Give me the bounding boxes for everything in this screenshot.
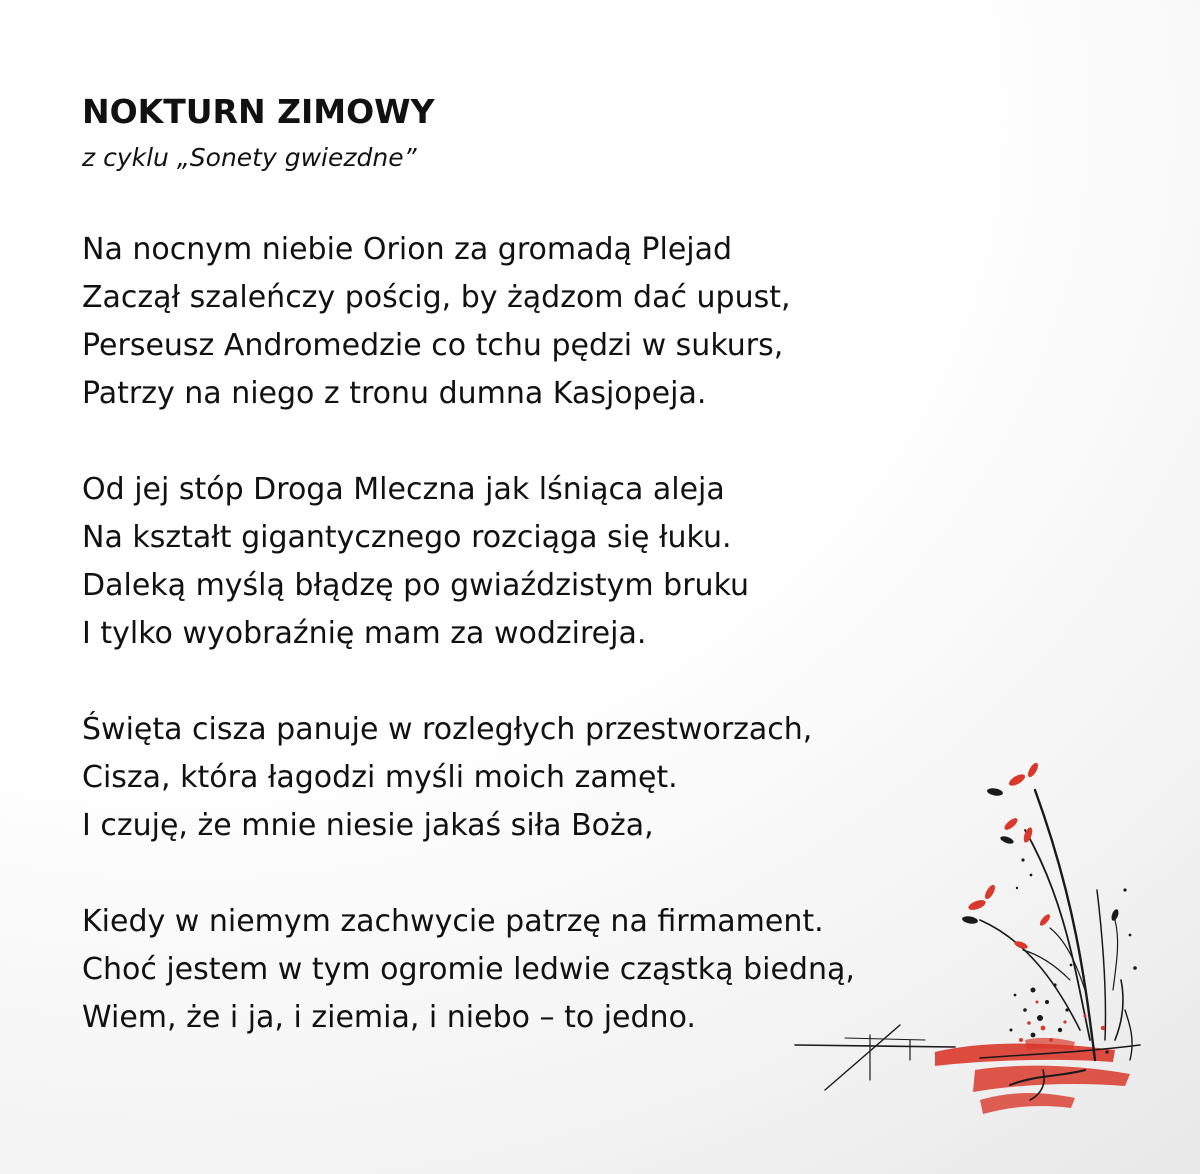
poem-line: Patrzy na niego z tronu dumna Kasjopeja. [82,376,707,411]
plant-ink-illustration [785,740,1145,1130]
poem-line: Wiem, że i ja, i ziemia, i niebo – to jedno. [82,1000,696,1035]
poem-line: Cisza, która łagodzi myśli moich zamęt. [82,760,678,795]
poem-subtitle: z cyklu „Sonety gwiezdne” [82,143,417,172]
poem-line: Na nocnym niebie Orion za gromadą Plejad [82,232,733,267]
poem-line: Święta cisza panuje w rozległych przestworzach, [82,712,813,747]
poem-line: I tylko wyobraźnię mam za wodzireja. [82,616,647,651]
poem-line: Na kształt gigantycznego rozciąga się łuku. [82,520,732,555]
stanza-2 [82,466,962,658]
poem-line: Od jej stóp Droga Mleczna jak lśniąca aleja [82,472,725,507]
plant-stems [980,790,1132,1060]
poem-line: I czuję, że mnie niesie jakaś siła Boża, [82,808,654,843]
poem-line: Daleką myślą błądzę po gwiaździstym bruku [82,568,750,603]
poem-line: Choć jestem w tym ogromie ledwie cząstką biedną, [82,952,855,987]
poem-line: Zaczął szaleńczy pościg, by żądzom dać upust, [82,280,791,315]
poem-line: Perseusz Andromedzie co tchu pędzi w sukurs, [82,328,784,363]
poem-title: NOKTURN ZIMOWY [82,92,435,131]
stanza-1 [82,226,962,418]
poem-line: Kiedy w niemym zachwycie patrzę na firmament. [82,904,824,939]
